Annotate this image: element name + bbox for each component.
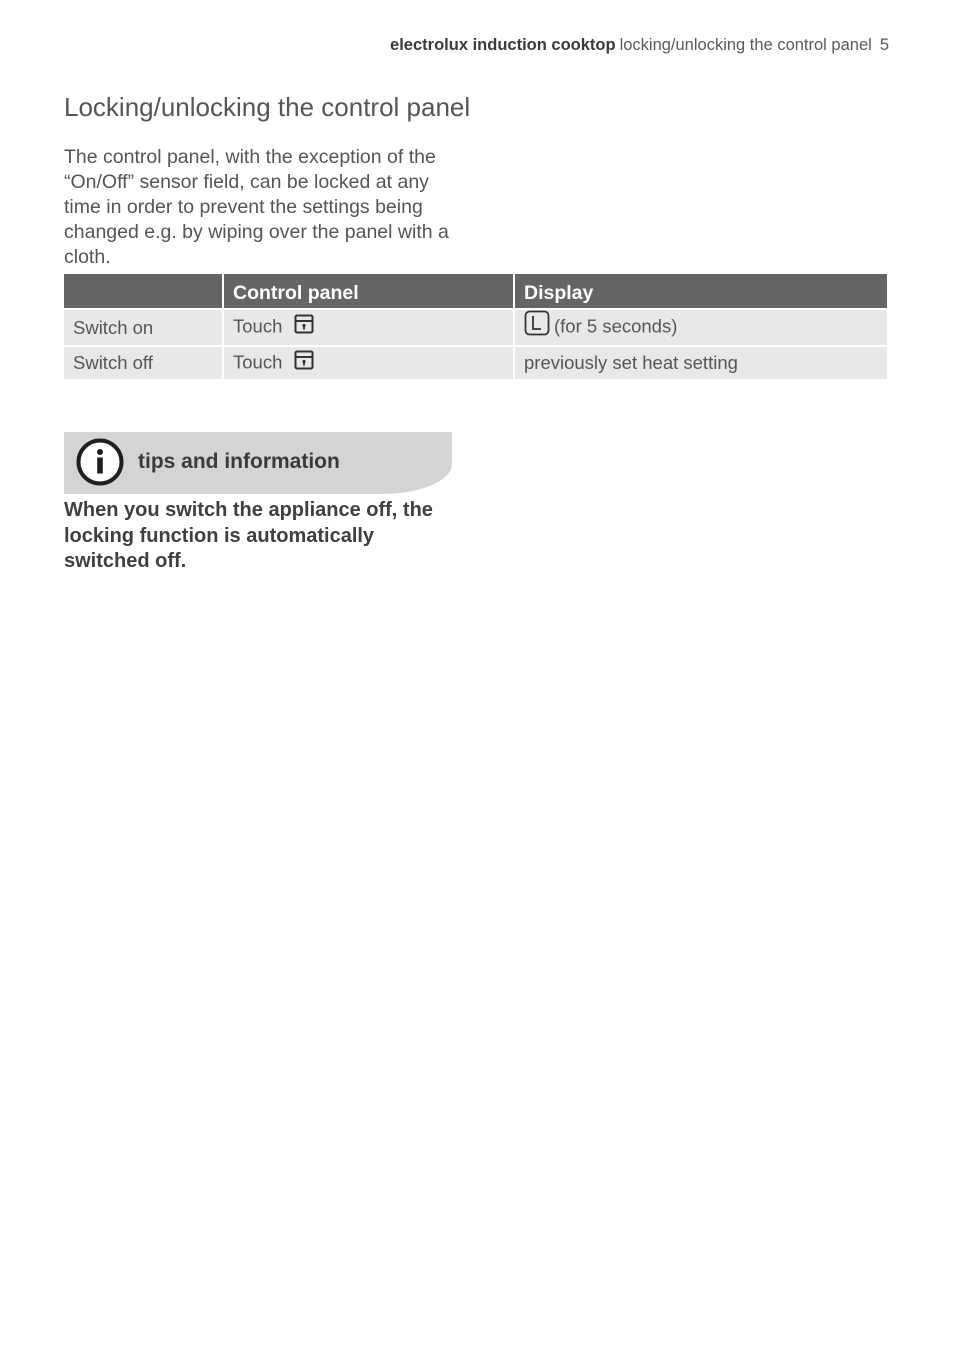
row-label: Switch on <box>64 308 224 345</box>
table-header-display: Display <box>515 274 887 308</box>
table-header-control-panel: Control panel <box>224 274 515 308</box>
row-label: Switch off <box>64 345 224 379</box>
table-header-empty <box>64 274 224 308</box>
info-icon <box>76 438 124 491</box>
row-display <box>515 345 887 379</box>
page-title: Locking/unlocking the control panel <box>64 92 471 122</box>
row-display-text: previously set heat setting <box>524 352 738 373</box>
table-row <box>64 345 887 379</box>
tips-title: tips and information <box>138 450 340 473</box>
header-brand: electrolux induction cooktop <box>390 36 616 54</box>
table-row <box>64 308 887 345</box>
row-control-text: Touch <box>233 315 283 337</box>
row-control-text: Touch <box>233 350 283 372</box>
L-display-icon <box>524 310 550 341</box>
tips-text: When you switch the appliance off, the locking function is automatically switched off. <box>64 499 433 572</box>
header-section: locking/unlocking the control panel <box>619 36 872 54</box>
control-table <box>64 274 887 379</box>
table-header-row <box>64 274 887 308</box>
row-control <box>224 308 515 345</box>
intro-paragraph: The control panel, with the exception of the “On/Off” sensor field, can be locked at any time in order to prevent the settings being changed e.g. by wiping over the panel with a cloth. <box>64 146 449 268</box>
lock-key-icon <box>294 314 314 339</box>
page-header <box>390 36 889 55</box>
row-control <box>224 345 515 379</box>
row-display <box>515 308 887 345</box>
lock-key-icon <box>294 350 314 375</box>
tips-banner <box>64 432 452 494</box>
page-number: 5 <box>879 36 889 54</box>
row-display-text: (for 5 seconds) <box>554 315 678 337</box>
